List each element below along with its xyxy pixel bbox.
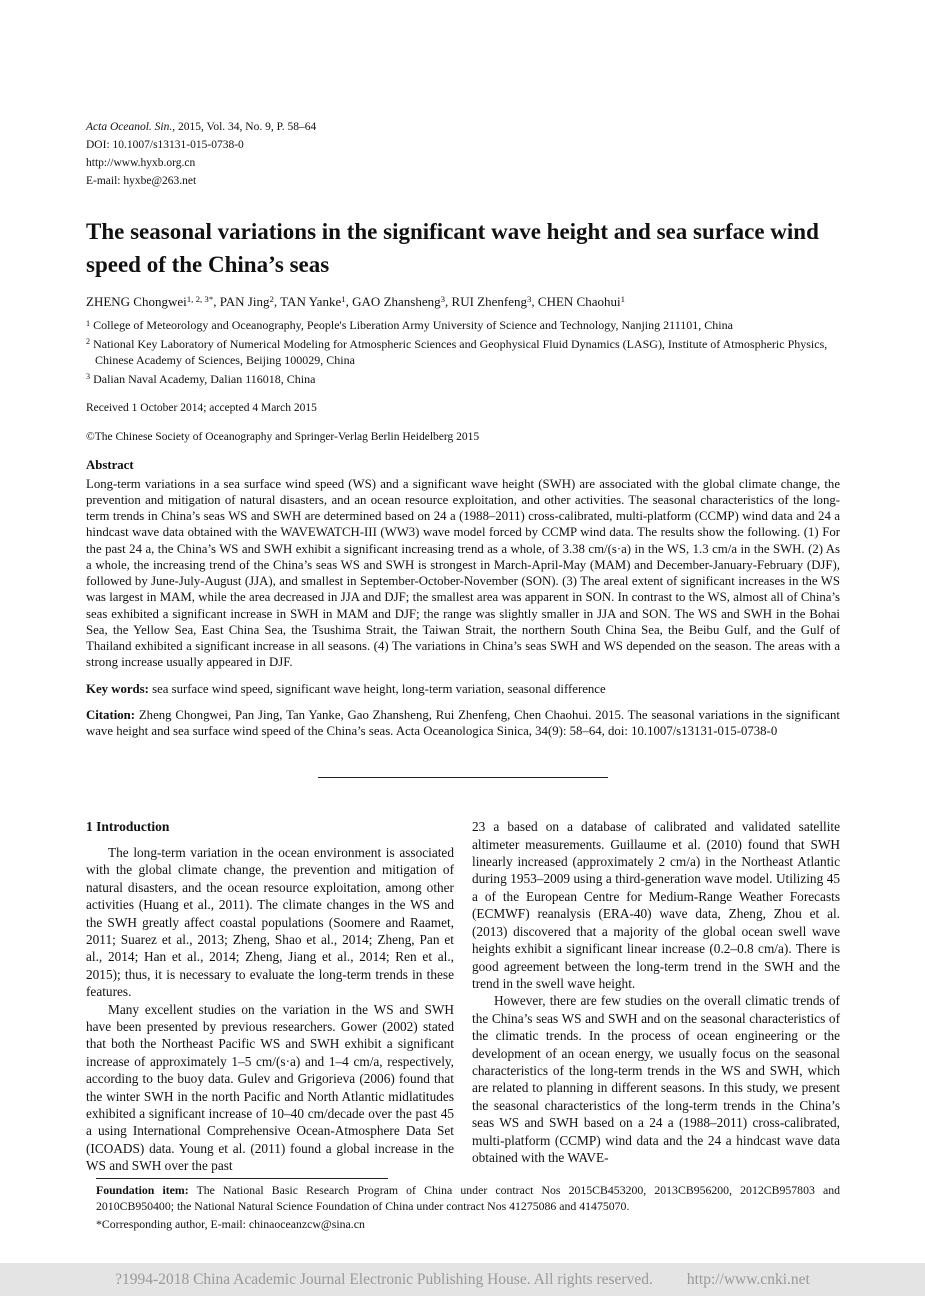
page-content — [86, 0, 840, 1175]
section-heading-introduction: 1 Introduction — [86, 819, 170, 835]
abstract-section — [86, 458, 840, 671]
body-columns — [86, 818, 840, 1174]
affiliation-number: 1 — [86, 318, 91, 328]
body-paragraph: 23 a based on a database of calibrated and validated satellite altimeter measurements. Guillaume et al. (2010) found that SWH linearly increased (approximately 2 cm/a) in the Northeast Atlantic during 1953–2009 using a third-generation wave model. Utilizing 45 a of the European Centre for Medium-Range Weather Forecasts (ECMWF) reanalysis (ERA-40) wave data, Zheng, Zhou et al. (2013) discovered that a majority of the global ocean swell wave heights exhibit a significant linear increase (0.2–0.8 cm/a). There is good agreement between the long-term trend in the SWH and the trend in the swell wave height. — [472, 819, 840, 991]
received-accepted-line: Received 1 October 2014; accepted 4 March 2015 — [86, 401, 317, 414]
author-affil-marker: 3 — [527, 294, 532, 305]
author-name: , GAO Zhansheng — [345, 294, 441, 310]
copyright-line: ©The Chinese Society of Oceanography and Springer-Verlag Berlin Heidelberg 2015 — [86, 430, 480, 443]
journal-citation-line — [86, 118, 840, 136]
author-name: , RUI Zhenfeng — [445, 294, 527, 310]
journal-header — [86, 118, 840, 190]
page-title: The seasonal variations in the significant wave height and sea surface wind speed of the China’s seas — [86, 219, 819, 277]
cnki-footer-bar — [0, 1263, 925, 1296]
body-column-right — [472, 818, 840, 1174]
body-paragraph: The long-term variation in the ocean environment is associated with the global climate change, the prevention and mitigation of natural disasters, and the ocean resource exploitation, among other activities (Huang et al., 2011). The climate changes in the WS and the SWH greatly affect coastal populations (Soomere and Raamet, 2011; Suarez et al., 2013; Zheng, Shao et al., 2014; Zheng, Pan et al., 2014; Han et al., 2014; Zheng, Jiang et al., 2014; Ren et al., 2015); thus, it is necessary to evaluate the long-term trends in these features. — [86, 844, 454, 1000]
foundation-label: Foundation item: — [96, 1183, 189, 1197]
cnki-copyright-text: ?1994-2018 China Academic Journal Electronic Publishing House. All rights reserved. — [115, 1270, 653, 1288]
author-name: ZHENG Chongwei — [86, 294, 187, 310]
journal-url: http://www.hyxb.org.cn — [86, 157, 196, 169]
journal-issue-info: , 2015, Vol. 34, No. 9, P. 58–64 — [172, 121, 317, 133]
journal-name: Acta Oceanol. Sin. — [86, 121, 173, 133]
affiliation-item — [86, 317, 840, 334]
affiliation-item — [86, 336, 840, 369]
corresponding-author-line: *Corresponding author, E-mail: chinaoceanzcw@sina.cn — [96, 1216, 365, 1231]
keywords-label: Key words: — [86, 681, 149, 696]
abstract-text: Long-term variations in a sea surface wind speed (WS) and a significant wave height (SWH) are associated with the global climate change, the prevention and mitigation of natural disasters, and an ocean resource exploitation, and other activities. The seasonal characteristics of the long-term trends in China’s seas WS and SWH are determined based on 24 a (1988–2011) cross-calibrated, multi-platform (CCMP) wind data and 24 a hindcast wave data obtained with the WAVEWATCH-III (WW3) wave model forced by CCMP wind data. The results show the following. (1) For the past 24 a, the China’s WS and SWH exhibit a significant increasing trend as a whole, of 3.38 cm/(s·a) in the WS, 1.3 cm/a in the SWH. (2) As a whole, the increasing trend of the China’s seas WS and SWH is strongest in March-April-May (MAM) and December-January-February (DJF), followed by June-July-August (JJA), and smallest in September-October-November (SON). (3) The areal extent of significant increases in the WS was largest in MAM, while the area decreased in JJA and DJF; the smallest area was apparent in SON. In contrast to the WS, almost all of China’s seas exhibited a significant increase in SWH in MAM and DJF; the range was slightly smaller in JJA and SON. The WS and SWH in the Bohai Sea, the Yellow Sea, East China Sea, the Tsushima Strait, the Taiwan Strait, the northern South China Sea, the Beibu Gulf, and the Gulf of Thailand exhibited a significant increase in all seasons. (4) The variations in China’s seas SWH and WS depended on the season. The areas with a strong increase usually appeared in DJF. — [86, 476, 840, 670]
citation-label: Citation: — [86, 707, 136, 722]
author-affil-marker: 1 — [341, 294, 346, 305]
author-affil-marker: 2 — [269, 294, 274, 305]
authors-line — [86, 294, 840, 310]
footnote-block — [96, 1178, 840, 1235]
body-paragraph: Many excellent studies on the variation in the WS and SWH have been presented by previous researchers. Gower (2002) stated that both the Northeast Pacific WS and SWH exhibit a significant increase of approximately 1–5 cm/(s·a) and 1–4 cm/a, respectively, according to the buoy data. Gulev and Grigorieva (2006) found that the winter SWH in the north Pacific and North Atlantic midlatitudes exhibited a significant increase of 10–40 cm/decade over the past 45 a using International Comprehensive Ocean-Atmosphere Data Set (ICOADS) data. Young et al. (2011) found a global increase in the WS and SWH over the past — [86, 1001, 454, 1174]
foundation-item — [96, 1183, 840, 1215]
citation-block — [86, 707, 840, 740]
footnote-rule — [96, 1178, 388, 1179]
cnki-url: http://www.cnki.net — [686, 1270, 810, 1288]
affiliation-number: 2 — [86, 337, 91, 347]
author-affil-marker: 1, 2, 3* — [186, 294, 214, 305]
author-name: , CHEN Chaohui — [531, 294, 621, 310]
affiliation-text: National Key Laboratory of Numerical Modeling for Atmospheric Sciences and Geophysical Fluid Dynamics (LASG), Institute of Atmospheric Physics, Chinese Academy of Sciences, Beijing 100029, China — [90, 336, 828, 368]
journal-email: E-mail: hyxbe@263.net — [86, 175, 197, 187]
keywords-line — [86, 681, 840, 697]
author-name: , TAN Yanke — [273, 294, 342, 310]
abstract-heading: Abstract — [86, 457, 134, 472]
affiliation-text: Dalian Naval Academy, Dalian 116018, China — [90, 371, 316, 386]
affiliation-number: 3 — [86, 372, 91, 382]
affiliation-item — [86, 371, 840, 388]
foundation-text: The National Basic Research Program of China under contract Nos 2015CB453200, 2013CB956200, 2012CB957803 and 2010CB950400; the National Natural Science Foundation of China under contract Nos 41275086 and 41475070. — [96, 1183, 841, 1213]
body-column-left — [86, 818, 454, 1174]
citation-text: Zheng Chongwei, Pan Jing, Tan Yanke, Gao Zhansheng, Rui Zhenfeng, Chen Chaohui. 2015. The seasonal variations in the significant wave height and sea surface wind speed of the China’s seas. Acta Oceanologica Sinica, 34(9): 58–64, doi: 10.1007/s13131-015-0738-0 — [86, 707, 840, 738]
author-name: , PAN Jing — [213, 294, 270, 310]
author-affil-marker: 3 — [440, 294, 446, 305]
keywords-text: sea surface wind speed, significant wave height, long-term variation, seasonal difference — [148, 681, 606, 696]
section-divider-rule — [318, 777, 608, 778]
author-affil-marker: 1 — [620, 294, 626, 305]
body-paragraph: However, there are few studies on the overall climatic trends of the China’s seas WS and SWH and on the seasonal characteristics of the climatic trends. In the process of ocean engineering or the development of an ocean energy, we usually focus on the seasonal characteristics of the long-term trends in the WS and SWH, which are related to planning in different seasons. In this study, we present the seasonal characteristics of the long-term trends in the China’s seas WS and SWH based on a 24 a (1988–2011) cross-calibrated, multi-platform (CCMP) wind data and the 24 a hindcast wave data obtained with the WAVE- — [472, 993, 840, 1165]
affiliation-text: College of Meteorology and Oceanography, People's Liberation Army University of Science and Technology, Nanjing 211101, China — [90, 318, 733, 333]
doi-line: DOI: 10.1007/s13131-015-0738-0 — [86, 139, 244, 151]
affiliations-list — [86, 317, 840, 387]
